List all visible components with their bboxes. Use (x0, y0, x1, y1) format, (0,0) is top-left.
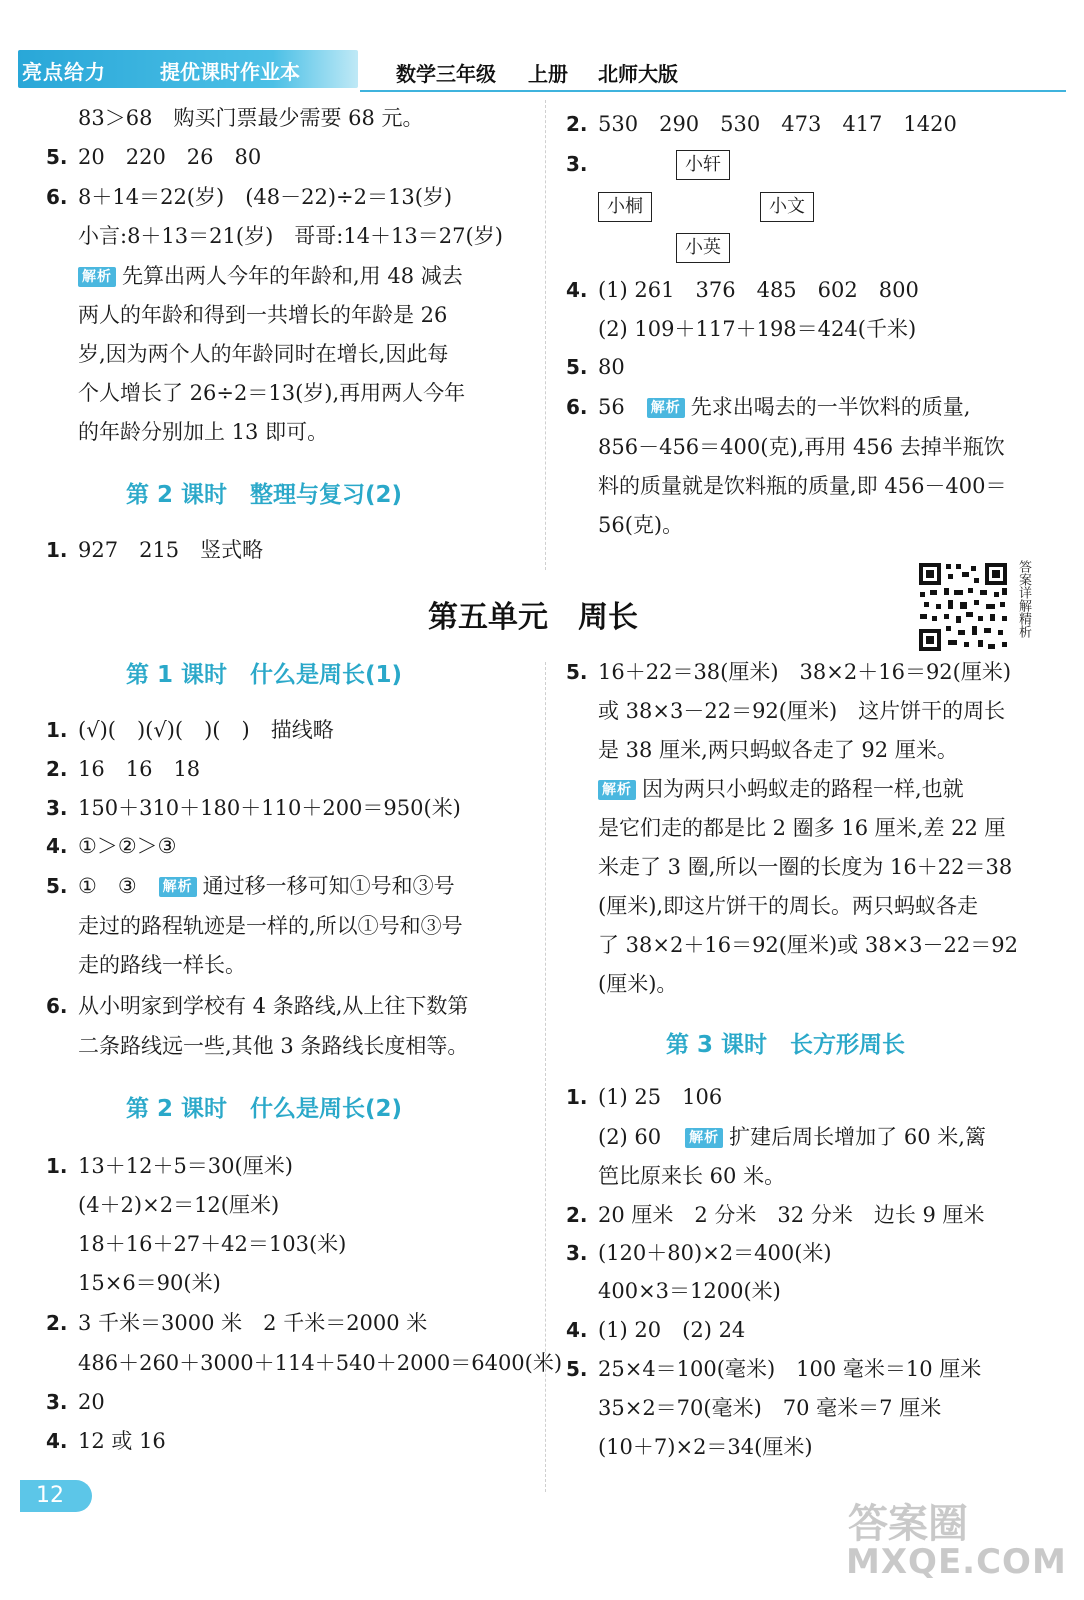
answer-value: (2) 60 (598, 1125, 662, 1149)
analysis-line: (厘米)。 (598, 972, 678, 996)
answer-line: 25×4＝100(毫米) 100 毫米＝10 厘米 (598, 1357, 982, 1381)
question-number: 3. (46, 1390, 68, 1414)
answer-line: (2) 109＋117＋198＝424(千米) (598, 317, 917, 341)
question-number: 1. (46, 1154, 68, 1178)
subject-label: 数学三年级 (396, 62, 496, 86)
answer-line: (1) 261 376 485 602 800 (598, 278, 919, 302)
question-number: 6. (566, 395, 588, 419)
answer-value: ① ③ (78, 874, 137, 898)
edition-label: 北师大版 (598, 62, 678, 86)
analysis-line: 笆比原来长 60 米。 (598, 1164, 786, 1188)
answer-line: 或 38×3－22＝92(厘米) 这片饼干的周长 (598, 699, 1006, 723)
question-number: 1. (46, 538, 68, 562)
answer-line: 3 千米＝3000 米 2 千米＝2000 米 (78, 1311, 428, 1335)
question-number: 4. (566, 278, 588, 302)
answer-line: (120＋80)×2＝400(米) (598, 1241, 832, 1265)
question-number: 3. (566, 1241, 588, 1265)
analysis-line: 856－456＝400(克),再用 456 去掉半瓶饮 (598, 435, 1005, 459)
book-title: 提优课时作业本 (160, 60, 300, 84)
unit-title: 第五单元 周长 (428, 600, 638, 635)
analysis-tag: 解析 (78, 267, 116, 287)
analysis-tag: 解析 (647, 398, 685, 418)
question-number: 6. (46, 185, 68, 209)
qr-caption: 答案详解精析 (1016, 560, 1031, 638)
name-box-left: 小桐 (598, 192, 652, 222)
watermark-url: MXQE.COM (846, 1542, 1067, 1582)
question-number: 6. (46, 994, 68, 1018)
volume-label: 上册 (528, 62, 568, 86)
answer-line: ①＞②＞③ (78, 834, 177, 858)
question-number: 1. (46, 718, 68, 742)
analysis-text: 先算出两人今年的年龄和,用 48 减去 (122, 264, 463, 288)
analysis-line (598, 1123, 986, 1151)
answer-value: 56 (598, 395, 625, 419)
analysis-line (598, 775, 964, 803)
analysis-text: 扩建后周长增加了 60 米,篱 (729, 1125, 986, 1149)
analysis-line: 米走了 3 圈,所以一圈的长度为 16＋22＝38 (598, 855, 1013, 879)
answer-line: (√)( )(√)( )( ) 描线略 (78, 718, 334, 742)
page-number: 12 (20, 1480, 92, 1512)
answer-line: (1) 20 (2) 24 (598, 1318, 746, 1342)
answer-line: 小言:8＋13＝21(岁) 哥哥:14＋13＝27(岁) (78, 224, 503, 248)
analysis-line: 走的路线一样长。 (78, 953, 246, 977)
analysis-line (78, 262, 463, 290)
name-box-bottom: 小英 (676, 233, 730, 263)
answer-line: 18＋16＋27＋42＝103(米) (78, 1232, 347, 1256)
watermark-logo: 答案圈 (848, 1501, 968, 1547)
answer-line: 20 厘米 2 分米 32 分米 边长 9 厘米 (598, 1203, 985, 1227)
analysis-line: 的年龄分别加上 13 即可。 (78, 420, 329, 444)
answer-line: (10＋7)×2＝34(厘米) (598, 1435, 813, 1459)
answer-line: 12 或 16 (78, 1429, 166, 1453)
analysis-tag: 解析 (598, 780, 636, 800)
analysis-line (598, 393, 970, 421)
question-number: 3. (46, 796, 68, 820)
question-number: 5. (566, 660, 588, 684)
name-box-right: 小文 (760, 192, 814, 222)
answer-line: 83＞68 购买门票最少需要 68 元。 (78, 106, 424, 130)
answer-line: 20 (78, 1390, 105, 1414)
analysis-text: 因为两只小蚂蚁走的路程一样,也就 (642, 777, 964, 801)
analysis-tag: 解析 (159, 877, 197, 897)
question-number: 4. (566, 1318, 588, 1342)
answer-line: 530 290 530 473 417 1420 (598, 112, 957, 136)
answer-line: 13＋12＋5＝30(厘米) (78, 1154, 293, 1178)
question-number: 5. (566, 355, 588, 379)
question-number: 1. (566, 1085, 588, 1109)
answer-line: 二条路线远一些,其他 3 条路线长度相等。 (78, 1034, 469, 1058)
name-box-top: 小轩 (676, 150, 730, 180)
question-number: 3. (566, 152, 588, 176)
answer-line: 927 215 竖式略 (78, 538, 264, 562)
answer-line: 35×2＝70(毫米) 70 毫米＝7 厘米 (598, 1396, 942, 1420)
answer-line: (1) 25 106 (598, 1085, 723, 1109)
brand-name: 亮点给力 (22, 60, 106, 84)
answer-line: 16 16 18 (78, 757, 201, 781)
analysis-line: 岁,因为两个人的年龄同时在增长,因此每 (78, 342, 449, 366)
lesson-heading: 第 2 课时 整理与复习(2) (126, 482, 403, 508)
analysis-line: (厘米),即这片饼干的周长。两只蚂蚁各走 (598, 894, 979, 918)
analysis-line: 是它们走的都是比 2 圈多 16 厘米,差 22 厘 (598, 816, 1006, 840)
qr-code-icon[interactable] (916, 560, 1010, 654)
question-number: 2. (566, 112, 588, 136)
question-number: 4. (46, 1429, 68, 1453)
analysis-line: 了 38×2＋16＝92(厘米)或 38×3－22＝92 (598, 933, 1018, 957)
question-number: 2. (566, 1203, 588, 1227)
header-rule (360, 90, 1066, 92)
question-number: 4. (46, 834, 68, 858)
answer-line: 是 38 厘米,两只蚂蚁各走了 92 厘米。 (598, 738, 958, 762)
column-divider (545, 100, 546, 570)
answer-line: 15×6＝90(米) (78, 1271, 221, 1295)
question-number: 5. (46, 874, 68, 898)
answer-line: 从小明家到学校有 4 条路线,从上往下数第 (78, 994, 469, 1018)
answer-line: 150＋310＋180＋110＋200＝950(米) (78, 796, 461, 820)
analysis-tag: 解析 (685, 1128, 723, 1148)
answer-line: 486＋260＋3000＋114＋540＋2000＝6400(米) (78, 1351, 563, 1375)
lesson-heading: 第 1 课时 什么是周长(1) (126, 662, 403, 688)
lesson-heading: 第 3 课时 长方形周长 (666, 1032, 906, 1058)
analysis-line: 料的质量就是饮料瓶的质量,即 456－400＝ (598, 474, 1007, 498)
analysis-line: 两人的年龄和得到一共增长的年龄是 26 (78, 303, 448, 327)
question-number: 2. (46, 1311, 68, 1335)
answer-line: 8＋14＝22(岁) (48－22)÷2＝13(岁) (78, 185, 453, 209)
question-number: 2. (46, 757, 68, 781)
analysis-line: 个人增长了 26÷2＝13(岁),再用两人今年 (78, 381, 466, 405)
question-number: 5. (566, 1357, 588, 1381)
analysis-text: 先求出喝去的一半饮料的质量, (690, 395, 971, 419)
lesson-heading: 第 2 课时 什么是周长(2) (126, 1096, 403, 1122)
analysis-line: 走过的路程轨迹是一样的,所以①号和③号 (78, 914, 463, 938)
analysis-text: 通过移一移可知①号和③号 (202, 874, 455, 898)
answer-line: 16＋22＝38(厘米) 38×2＋16＝92(厘米) (598, 660, 1012, 684)
analysis-line: 56(克)。 (598, 513, 684, 537)
answer-line: (4＋2)×2＝12(厘米) (78, 1193, 280, 1217)
answer-line: 400×3＝1200(米) (598, 1279, 781, 1303)
answer-line: 20 220 26 80 (78, 145, 262, 169)
analysis-line (78, 872, 455, 900)
question-number: 5. (46, 145, 68, 169)
answer-line: 80 (598, 355, 625, 379)
